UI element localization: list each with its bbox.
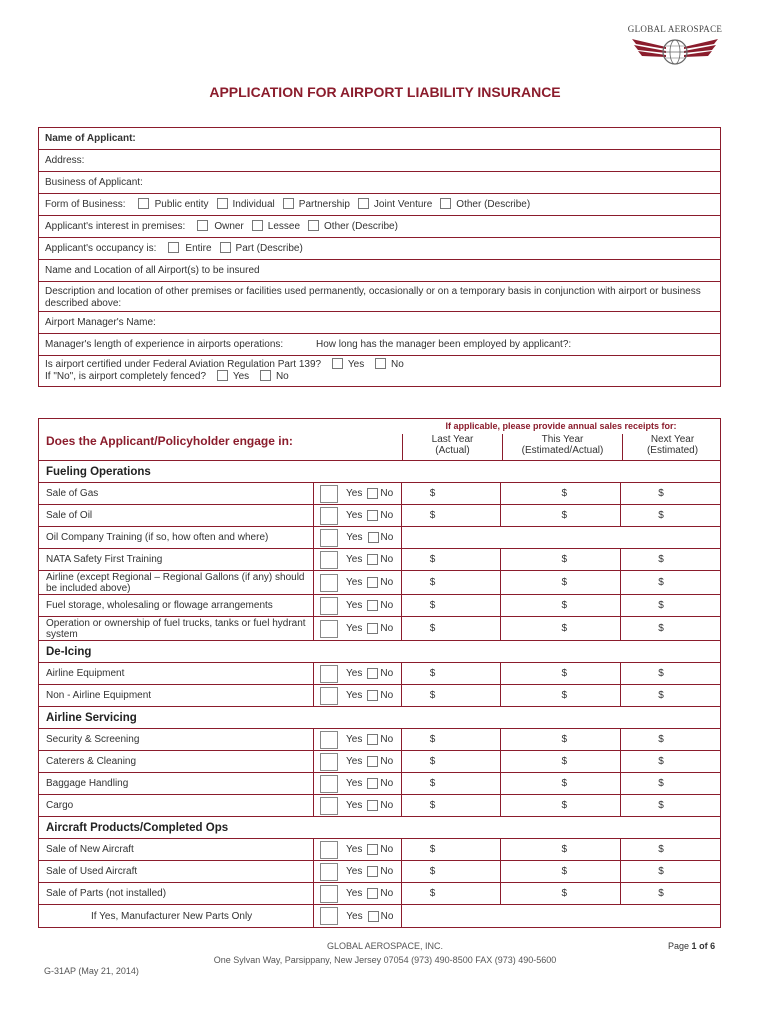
page-indicator xyxy=(668,941,715,951)
amount-next-year[interactable] xyxy=(620,839,720,860)
certified-no-label: No xyxy=(390,359,404,370)
yes-label: Yes xyxy=(346,488,363,499)
page-of: of xyxy=(699,941,708,951)
table-row xyxy=(39,773,720,795)
table-row xyxy=(39,685,720,707)
table-row xyxy=(39,839,720,861)
currency-symbol: $ xyxy=(429,778,436,789)
no-label: No xyxy=(380,600,394,611)
column-next-year-line2: (Estimated) xyxy=(646,445,699,456)
no-checkbox[interactable] xyxy=(367,577,378,588)
column-this-year xyxy=(502,434,622,461)
currency-symbol: $ xyxy=(429,623,436,634)
checkbox-lessee[interactable] xyxy=(252,220,263,231)
amount-next-year[interactable] xyxy=(620,773,720,794)
row-label: Caterers & Cleaning xyxy=(46,756,137,767)
fenced-line xyxy=(45,371,289,383)
table-row xyxy=(39,905,720,927)
form-of-business-label: Form of Business: xyxy=(45,199,126,210)
applicant-info-section xyxy=(38,127,721,387)
no-checkbox[interactable] xyxy=(367,623,378,634)
yes-checkbox[interactable] xyxy=(320,775,338,793)
option-individual: Individual xyxy=(232,199,275,210)
yes-no-cell xyxy=(313,751,401,772)
column-last-year-line1: Last Year xyxy=(431,434,474,445)
no-checkbox[interactable] xyxy=(367,844,378,855)
yes-checkbox[interactable] xyxy=(320,687,338,705)
yes-label: Yes xyxy=(346,577,363,588)
amount-next-year[interactable] xyxy=(620,751,720,772)
currency-symbol: $ xyxy=(429,844,436,855)
option-partnership: Partnership xyxy=(298,199,350,210)
currency-symbol: $ xyxy=(561,510,567,521)
currency-symbol: $ xyxy=(658,800,664,811)
yes-label: Yes xyxy=(346,510,363,521)
occupancy-row xyxy=(39,238,720,260)
currency-symbol: $ xyxy=(561,888,567,899)
description-label: Description and location of other premises or facilities used permanently, occasionally or on a temporary basis in conjunction with airport or business described above: xyxy=(45,286,701,309)
yes-no-cell xyxy=(313,595,401,616)
table-row xyxy=(39,549,720,571)
amount-this-year[interactable] xyxy=(500,883,620,904)
amount-next-year[interactable] xyxy=(620,483,720,504)
checkbox-other-interest[interactable] xyxy=(308,220,319,231)
currency-symbol: $ xyxy=(561,623,567,634)
currency-symbol: $ xyxy=(429,888,436,899)
no-checkbox[interactable] xyxy=(367,734,378,745)
occupancy-label: Applicant's occupancy is: xyxy=(45,243,157,254)
column-this-year-line1: This Year xyxy=(541,434,584,445)
yes-checkbox[interactable] xyxy=(320,753,338,771)
no-label: No xyxy=(380,668,394,679)
amount-last-year[interactable] xyxy=(401,595,501,616)
currency-symbol: $ xyxy=(429,756,436,767)
fenced-yes-label: Yes xyxy=(232,371,250,383)
operations-question: Does the Applicant/Policyholder engage in: xyxy=(46,434,293,448)
amount-next-year[interactable] xyxy=(620,505,720,526)
currency-symbol: $ xyxy=(658,668,664,679)
table-row xyxy=(39,617,720,641)
column-this-year-line2: (Estimated/Actual) xyxy=(521,445,604,456)
amount-last-year[interactable] xyxy=(401,549,501,570)
currency-symbol: $ xyxy=(429,668,436,679)
column-last-year xyxy=(402,434,502,461)
amount-this-year[interactable] xyxy=(500,595,620,616)
currency-symbol: $ xyxy=(561,800,567,811)
no-label: No xyxy=(380,800,394,811)
yes-checkbox[interactable] xyxy=(320,907,338,925)
yes-checkbox[interactable] xyxy=(320,665,338,683)
category-title: Aircraft Products/Completed Ops xyxy=(39,817,720,839)
page-title: APPLICATION FOR AIRPORT LIABILITY INSURANCE xyxy=(209,84,561,100)
currency-symbol: $ xyxy=(561,844,567,855)
currency-symbol: $ xyxy=(658,844,664,855)
page-current: 1 xyxy=(691,941,697,951)
checkbox-owner[interactable] xyxy=(197,220,208,231)
no-checkbox[interactable] xyxy=(367,600,378,611)
empty-amount-cell xyxy=(401,527,720,548)
currency-symbol: $ xyxy=(658,623,664,634)
amount-next-year[interactable] xyxy=(620,685,720,706)
yes-no-cell xyxy=(313,617,401,640)
checkbox-fenced-yes[interactable] xyxy=(217,370,228,381)
currency-symbol: $ xyxy=(658,577,664,588)
no-checkbox[interactable] xyxy=(367,800,378,811)
address-row[interactable] xyxy=(39,150,720,172)
no-label: No xyxy=(380,756,394,767)
option-lessee: Lessee xyxy=(267,221,301,232)
no-label: No xyxy=(380,844,394,855)
yes-no-cell xyxy=(313,773,401,794)
footer-company: GLOBAL AEROSPACE, INC. xyxy=(326,941,444,951)
row-label: Baggage Handling xyxy=(46,778,129,789)
amount-last-year[interactable] xyxy=(401,663,501,684)
no-checkbox[interactable] xyxy=(367,888,378,899)
amount-this-year[interactable] xyxy=(500,483,620,504)
yes-no-cell xyxy=(313,483,401,504)
table-row xyxy=(39,751,720,773)
yes-checkbox[interactable] xyxy=(320,841,338,859)
currency-symbol: $ xyxy=(561,734,567,745)
yes-checkbox[interactable] xyxy=(320,551,338,569)
yes-checkbox[interactable] xyxy=(320,597,338,615)
currency-symbol: $ xyxy=(561,866,567,877)
yes-label: Yes xyxy=(346,910,363,922)
manager-experience-label: Manager's length of experience in airports operations: xyxy=(45,339,284,350)
option-joint-venture: Joint Venture xyxy=(373,199,433,210)
currency-symbol: $ xyxy=(429,690,436,701)
currency-symbol: $ xyxy=(561,756,567,767)
yes-checkbox[interactable] xyxy=(320,885,338,903)
form-of-business-row xyxy=(39,194,720,216)
page-total: 6 xyxy=(710,941,716,951)
yes-no-cell xyxy=(313,795,401,816)
no-checkbox[interactable] xyxy=(367,866,378,877)
amount-this-year[interactable] xyxy=(500,861,620,882)
globe-wings-icon xyxy=(630,35,720,67)
table-row xyxy=(39,595,720,617)
column-next-year-line1: Next Year xyxy=(650,434,695,445)
no-label: No xyxy=(380,532,394,543)
yes-label: Yes xyxy=(346,668,363,679)
checkbox-part[interactable] xyxy=(220,242,231,253)
currency-symbol: $ xyxy=(429,577,436,588)
no-label: No xyxy=(380,554,394,565)
yes-checkbox[interactable] xyxy=(320,529,338,547)
row-label: If Yes, Manufacturer New Parts Only xyxy=(91,910,253,922)
amount-this-year[interactable] xyxy=(500,617,620,640)
column-next-year xyxy=(622,434,722,461)
currency-symbol: $ xyxy=(658,866,664,877)
manager-label: Airport Manager's Name: xyxy=(45,317,156,328)
airports-label: Name and Location of all Airport(s) to be insured xyxy=(45,265,260,276)
yes-checkbox[interactable] xyxy=(320,620,338,638)
checkbox-partnership[interactable] xyxy=(283,198,294,209)
amount-next-year[interactable] xyxy=(620,883,720,904)
table-row xyxy=(39,729,720,751)
row-label: Oil Company Training (if so, how often and where) xyxy=(46,532,269,543)
table-row xyxy=(39,861,720,883)
option-public-entity: Public entity xyxy=(154,199,209,210)
currency-symbol: $ xyxy=(658,600,664,611)
amount-last-year[interactable] xyxy=(401,795,501,816)
logo-text: GLOBAL AEROSPACE xyxy=(627,24,723,34)
table-row xyxy=(39,483,720,505)
no-checkbox[interactable] xyxy=(367,488,378,499)
manager-employed-label: How long has the manager been employed by applicant?: xyxy=(316,339,572,350)
amount-next-year[interactable] xyxy=(620,663,720,684)
option-other-interest: Other (Describe) xyxy=(324,221,398,232)
yes-label: Yes xyxy=(346,866,363,877)
yes-no-cell xyxy=(313,861,401,882)
row-label: Sale of Oil xyxy=(46,510,93,521)
no-checkbox[interactable] xyxy=(367,756,378,767)
yes-checkbox[interactable] xyxy=(320,863,338,881)
yes-label: Yes xyxy=(346,690,363,701)
yes-no-cell xyxy=(313,663,401,684)
amount-last-year[interactable] xyxy=(401,483,501,504)
currency-symbol: $ xyxy=(561,577,567,588)
operations-section xyxy=(38,418,721,928)
no-checkbox[interactable] xyxy=(367,668,378,679)
yes-no-cell xyxy=(313,685,401,706)
row-label: Operation or ownership of fuel trucks, tanks or fuel hydrant system xyxy=(46,617,306,640)
fenced-label: If "No", is airport completely fenced? xyxy=(45,371,207,383)
yes-label: Yes xyxy=(346,756,363,767)
no-checkbox[interactable] xyxy=(367,554,378,565)
table-row xyxy=(39,663,720,685)
amount-this-year[interactable] xyxy=(500,839,620,860)
currency-symbol: $ xyxy=(429,734,436,745)
certification-row xyxy=(39,356,720,386)
no-label: No xyxy=(380,690,394,701)
description-row[interactable] xyxy=(39,282,720,312)
currency-symbol: $ xyxy=(561,778,567,789)
table-row xyxy=(39,795,720,817)
amount-this-year[interactable] xyxy=(500,795,620,816)
no-label: No xyxy=(380,910,394,922)
currency-symbol: $ xyxy=(429,600,436,611)
currency-symbol: $ xyxy=(561,554,567,565)
currency-symbol: $ xyxy=(561,668,567,679)
yes-checkbox[interactable] xyxy=(320,485,338,503)
table-row xyxy=(39,883,720,905)
no-label: No xyxy=(380,488,394,499)
row-label: Security & Screening xyxy=(46,734,140,745)
yes-checkbox[interactable] xyxy=(320,731,338,749)
amount-last-year[interactable] xyxy=(401,617,501,640)
amount-last-year[interactable] xyxy=(401,773,501,794)
yes-no-cell xyxy=(313,505,401,526)
option-owner: Owner xyxy=(214,221,244,232)
no-checkbox[interactable] xyxy=(368,911,379,922)
footer-address: One Sylvan Way, Parsippany, New Jersey 07054 (973) 490-8500 FAX (973) 490-5600 xyxy=(213,955,557,965)
amount-next-year[interactable] xyxy=(620,729,720,750)
yes-checkbox[interactable] xyxy=(320,507,338,525)
interest-label: Applicant's interest in premises: xyxy=(45,221,186,232)
currency-symbol: $ xyxy=(561,488,567,499)
yes-label: Yes xyxy=(346,623,363,634)
business-row[interactable] xyxy=(39,172,720,194)
checkbox-public-entity[interactable] xyxy=(138,198,149,209)
no-checkbox[interactable] xyxy=(367,510,378,521)
amount-this-year[interactable] xyxy=(500,773,620,794)
yes-label: Yes xyxy=(346,532,363,543)
yes-no-cell xyxy=(313,729,401,750)
checkbox-fenced-no[interactable] xyxy=(260,370,271,381)
no-label: No xyxy=(380,866,394,877)
currency-symbol: $ xyxy=(658,756,664,767)
address-label: Address: xyxy=(45,155,85,166)
row-label: Sale of Parts (not installed) xyxy=(46,888,167,899)
yes-no-cell xyxy=(313,527,401,548)
amount-next-year[interactable] xyxy=(620,595,720,616)
operations-body xyxy=(39,461,720,927)
checkbox-certified-no[interactable] xyxy=(375,358,386,369)
page-prefix: Page xyxy=(668,941,690,951)
amount-this-year[interactable] xyxy=(500,729,620,750)
amount-next-year[interactable] xyxy=(620,571,720,594)
yes-label: Yes xyxy=(346,844,363,855)
amount-last-year[interactable] xyxy=(401,883,501,904)
no-label: No xyxy=(380,888,394,899)
currency-symbol: $ xyxy=(658,554,664,565)
row-label: Fuel storage, wholesaling or flowage arrangements xyxy=(46,600,273,611)
row-label: Non - Airline Equipment xyxy=(46,690,152,701)
name-row[interactable] xyxy=(39,128,720,150)
yes-label: Yes xyxy=(346,800,363,811)
checkbox-other-business[interactable] xyxy=(440,198,451,209)
form-id: G-31AP (May 21, 2014) xyxy=(44,966,139,976)
amount-this-year[interactable] xyxy=(500,505,620,526)
yes-label: Yes xyxy=(346,888,363,899)
yes-no-cell xyxy=(313,571,401,594)
yes-no-cell xyxy=(313,839,401,860)
no-label: No xyxy=(380,577,394,588)
option-other-business: Other (Describe) xyxy=(456,199,531,210)
table-row xyxy=(39,571,720,595)
no-checkbox[interactable] xyxy=(368,532,379,543)
currency-symbol: $ xyxy=(658,488,664,499)
amount-next-year[interactable] xyxy=(620,549,720,570)
no-label: No xyxy=(380,623,394,634)
certified-yes-label: Yes xyxy=(347,359,365,370)
checkbox-entire[interactable] xyxy=(168,242,179,253)
row-label: Airline Equipment xyxy=(46,668,125,679)
yes-label: Yes xyxy=(346,734,363,745)
checkbox-certified-yes[interactable] xyxy=(332,358,343,369)
certified-label: Is airport certified under Federal Aviation Regulation Part 139? xyxy=(45,359,322,370)
currency-symbol: $ xyxy=(561,600,567,611)
row-label: Sale of New Aircraft xyxy=(46,844,134,855)
amount-last-year[interactable] xyxy=(401,571,501,594)
checkbox-individual[interactable] xyxy=(217,198,228,209)
row-label: Cargo xyxy=(46,800,74,811)
sales-header: If applicable, please provide annual sales receipts for: xyxy=(445,421,677,431)
amount-last-year[interactable] xyxy=(401,729,501,750)
currency-symbol: $ xyxy=(658,690,664,701)
name-label: Name of Applicant: xyxy=(45,133,136,144)
row-label: Airline (except Regional – Regional Gallons (if any) should be included above) xyxy=(46,571,305,594)
amount-this-year[interactable] xyxy=(500,685,620,706)
row-label: Sale of Gas xyxy=(46,488,99,499)
category-title: Airline Servicing xyxy=(39,707,720,729)
manager-row[interactable] xyxy=(39,312,720,334)
amount-this-year[interactable] xyxy=(500,571,620,594)
yes-label: Yes xyxy=(346,778,363,789)
airports-row[interactable] xyxy=(39,260,720,282)
currency-symbol: $ xyxy=(429,554,436,565)
column-last-year-line2: (Actual) xyxy=(435,445,470,456)
amount-next-year[interactable] xyxy=(620,795,720,816)
amount-next-year[interactable] xyxy=(620,617,720,640)
amount-next-year[interactable] xyxy=(620,861,720,882)
empty-amount-cell xyxy=(401,905,720,927)
currency-symbol: $ xyxy=(561,690,567,701)
amount-last-year[interactable] xyxy=(401,505,501,526)
currency-symbol: $ xyxy=(429,510,436,521)
row-label: Sale of Used Aircraft xyxy=(46,866,138,877)
amount-last-year[interactable] xyxy=(401,839,501,860)
amount-last-year[interactable] xyxy=(401,861,501,882)
company-logo xyxy=(625,24,725,72)
table-row xyxy=(39,527,720,549)
currency-symbol: $ xyxy=(658,734,664,745)
amount-last-year[interactable] xyxy=(401,751,501,772)
table-row xyxy=(39,505,720,527)
amount-this-year[interactable] xyxy=(500,549,620,570)
amount-this-year[interactable] xyxy=(500,751,620,772)
fenced-no-label: No xyxy=(275,371,289,383)
yes-label: Yes xyxy=(346,554,363,565)
no-label: No xyxy=(380,510,394,521)
no-checkbox[interactable] xyxy=(367,778,378,789)
interest-row xyxy=(39,216,720,238)
amount-last-year[interactable] xyxy=(401,685,501,706)
yes-no-cell xyxy=(313,549,401,570)
manager-experience-row[interactable] xyxy=(39,334,720,356)
currency-symbol: $ xyxy=(429,800,436,811)
business-label: Business of Applicant: xyxy=(45,177,143,188)
yes-checkbox[interactable] xyxy=(320,574,338,592)
yes-checkbox[interactable] xyxy=(320,797,338,815)
yes-no-cell xyxy=(313,883,401,904)
operations-header xyxy=(39,419,720,461)
row-label: NATA Safety First Training xyxy=(46,554,163,565)
currency-symbol: $ xyxy=(658,778,664,789)
yes-no-cell xyxy=(313,905,401,927)
no-label: No xyxy=(380,734,394,745)
category-title: De-Icing xyxy=(39,641,720,663)
option-entire: Entire xyxy=(185,243,212,254)
yes-label: Yes xyxy=(346,600,363,611)
currency-symbol: $ xyxy=(429,866,436,877)
currency-symbol: $ xyxy=(658,510,664,521)
no-label: No xyxy=(380,778,394,789)
no-checkbox[interactable] xyxy=(367,690,378,701)
checkbox-joint-venture[interactable] xyxy=(358,198,369,209)
amount-this-year[interactable] xyxy=(500,663,620,684)
currency-symbol: $ xyxy=(658,888,664,899)
category-title: Fueling Operations xyxy=(39,461,720,483)
currency-symbol: $ xyxy=(429,488,436,499)
option-part: Part (Describe) xyxy=(235,243,303,254)
